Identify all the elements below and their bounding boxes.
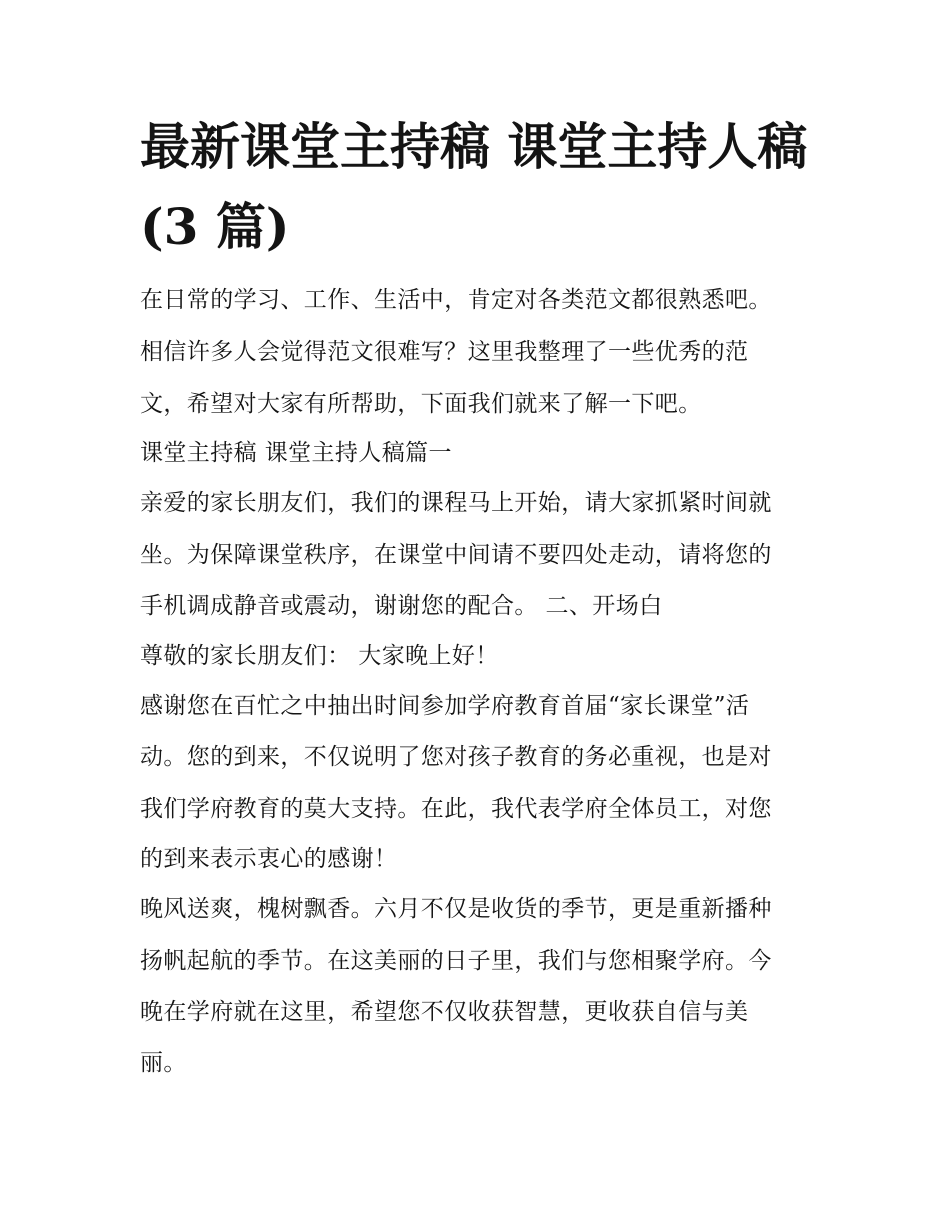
body-line-9: 扬帆起航的季节。在这美丽的日子里，我们与您相聚学府。今: [140, 948, 772, 974]
document-title-line-2: (3 篇): [140, 197, 290, 256]
intro-line-2: 相信许多人会觉得范文很难写？这里我整理了一些优秀的范: [140, 339, 749, 365]
section-heading-1: 课堂主持稿 课堂主持人稿篇一: [140, 440, 452, 466]
document-title-line-1: 最新课堂主持稿 课堂主持人稿: [140, 117, 808, 176]
greeting-line: 尊敬的家长朋友们： 大家晚上好！: [140, 643, 499, 669]
body-line-3: 手机调成静音或震动，谢谢您的配合。 二、开场白: [140, 593, 663, 619]
body-line-1: 亲爱的家长朋友们，我们的课程马上开始，请大家抓紧时间就: [140, 490, 772, 516]
intro-line-1: 在日常的学习、工作、生活中，肯定对各类范文都很熟悉吧。: [140, 287, 772, 313]
body-line-8: 晚风送爽，槐树飘香。六月不仅是收货的季节，更是重新播种: [140, 896, 772, 922]
body-line-5: 动。您的到来，不仅说明了您对孩子教育的务必重视，也是对: [140, 744, 772, 770]
intro-line-3: 文，希望对大家有所帮助，下面我们就来了解一下吧。: [140, 391, 702, 417]
body-line-2: 坐。为保障课堂秩序，在课堂中间请不要四处走动，请将您的: [140, 542, 772, 568]
body-line-7: 的到来表示衷心的感谢！: [140, 846, 398, 872]
body-line-10: 晚在学府就在这里，希望您不仅收获智慧，更收获自信与美: [140, 999, 749, 1025]
body-line-11: 丽。: [140, 1050, 187, 1076]
body-line-6: 我们学府教育的莫大支持。在此，我代表学府全体员工，对您: [140, 796, 772, 822]
body-line-4: 感谢您在百忙之中抽出时间参加学府教育首届“家长课堂”活: [140, 693, 750, 719]
